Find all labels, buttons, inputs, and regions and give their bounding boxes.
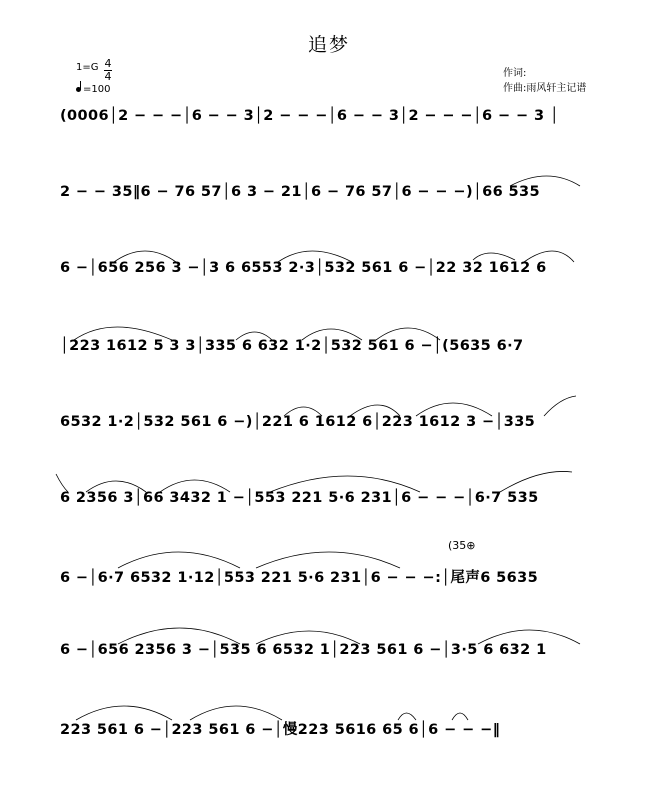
score-line-7 — [60, 562, 600, 590]
repeat-mark: (35⊕ — [448, 539, 476, 552]
score-line-5 — [60, 410, 600, 438]
score-line-text: 6 −│6·7 6532 1·12│553 221 5·6 231│6 − − −:│尾声6 5635 — [60, 570, 539, 586]
score-line-text: 6532 1·2│532 561 6 −)│221 6 1612 6│223 1612 3 −│335 — [60, 414, 536, 430]
score-line-1 — [60, 104, 600, 132]
credits — [503, 66, 586, 96]
meter-bottom: 4 — [104, 70, 112, 83]
score-line-text: 6 −│656 2356 3 −│535 6 6532 1│223 561 6 −│3·5 6 632 1 — [60, 642, 547, 658]
score-line-text: 6 −│656 256 3 −│3 6 6553 2·3│532 561 6 −│22 32 1612 6 — [60, 260, 547, 276]
score-line-4 — [60, 334, 600, 362]
key-signature: 1=G — [76, 62, 99, 73]
lyricist: 作词: — [503, 68, 527, 79]
score-line-text: (0006│2 − − −│6 − − 3│2 − − −│6 − − 3│2 − − −│6 − − 3 │ — [60, 108, 560, 124]
composer: 作曲:雨风轩主记谱 — [503, 83, 587, 94]
tempo-marking — [76, 84, 110, 95]
score-line-8 — [60, 638, 600, 666]
score-line-text: 6 2356 3│66 3432 1 −│553 221 5·6 231│6 − − −│6·7 535 — [60, 490, 539, 506]
score-line-text: │223 1612 5 3 3│335 6 632 1·2│532 561 6 −│(5635 6·7 — [60, 338, 524, 354]
time-signature — [104, 58, 112, 83]
quarter-note-icon — [76, 87, 81, 92]
meter-top: 4 — [104, 57, 112, 70]
score-line-2 — [60, 180, 600, 208]
score-title: 追梦 — [307, 34, 350, 56]
score-line-text: 2 − − 35‖6 − 76 57│6 3 − 21│6 − 76 57│6 − − −)│66 535 — [60, 184, 541, 200]
score-line-text: 223 561 6 −│223 561 6 −│慢223 5616 65 6│6 − − −‖ — [60, 722, 501, 738]
score-line-3 — [60, 256, 600, 284]
score-line-6 — [60, 486, 600, 514]
tempo-value: =100 — [83, 84, 111, 95]
score-line-9 — [60, 714, 600, 742]
